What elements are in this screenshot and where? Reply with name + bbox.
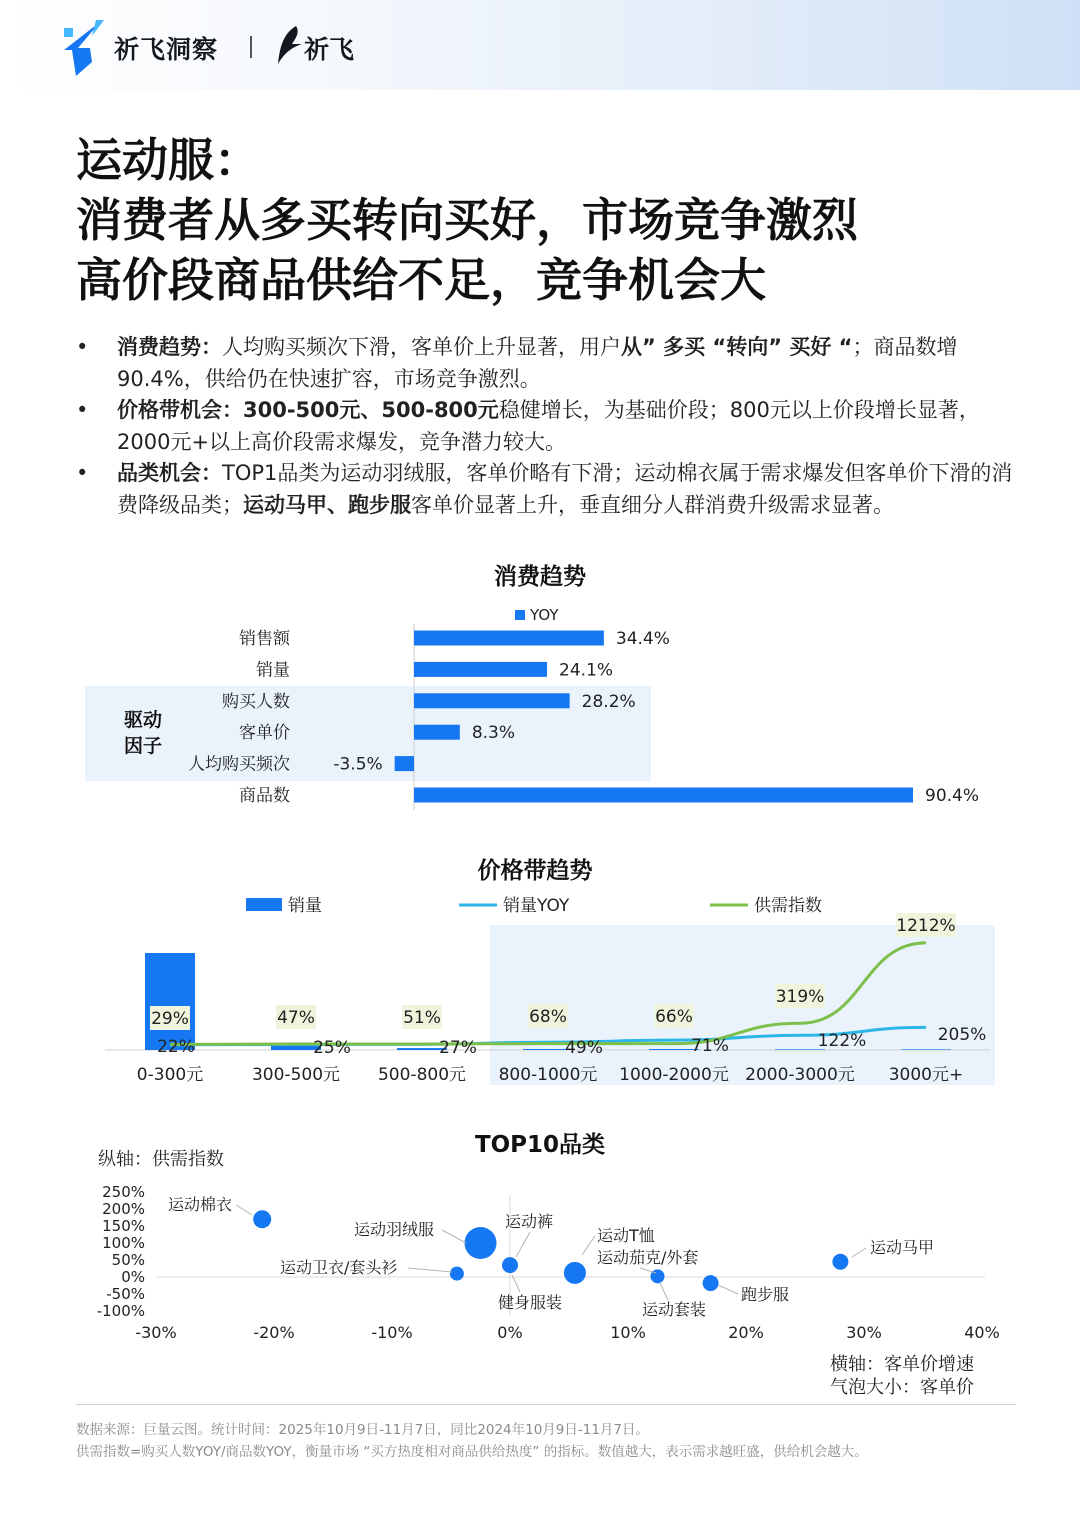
legend-sales-swatch — [246, 898, 282, 911]
title-line-1: 运动服： — [76, 133, 260, 187]
bullet-consumption-trend — [76, 332, 1016, 395]
consumption-trend-chart — [0, 600, 1080, 830]
bar — [395, 756, 414, 771]
bubble — [703, 1275, 719, 1291]
top10-category-chart — [0, 1135, 1080, 1400]
title-line-3: 高价段商品供给不足，竞争机会大 — [76, 253, 766, 307]
bullet-text: 价格带机会： — [117, 398, 243, 422]
bullet-text: 运动马甲、跑步服 — [243, 492, 411, 517]
y-tick-label: -100% — [96, 1302, 145, 1320]
leader-line — [442, 1230, 466, 1243]
data-label: 90.4% — [925, 786, 980, 806]
bubble — [832, 1254, 848, 1270]
bubble — [502, 1257, 518, 1273]
bubble-label: 运动棉衣 — [168, 1195, 233, 1214]
data-label: 24.1% — [559, 660, 614, 681]
x-tick-label: 10% — [610, 1323, 646, 1342]
top10-chart-title: TOP10品类 — [474, 1132, 606, 1158]
x-axis-title: 横轴：客单价增速 — [830, 1354, 974, 1375]
category-label: 销量 — [256, 660, 290, 681]
bullet-text: 消费趋势： — [117, 335, 222, 359]
bubble-label: 运动马甲 — [870, 1238, 935, 1257]
index-data-label: 319% — [775, 987, 825, 1007]
bullet-text: 稳健增长，为基础价段；800元以上价段增长显著，2000元+以上高价段需求爆发，竞争潜力较大。 — [117, 398, 980, 454]
brand-divider — [250, 36, 252, 58]
y-tick-label: 50% — [111, 1251, 145, 1269]
bullet-price-band — [76, 395, 1016, 458]
bar — [414, 662, 547, 677]
x-tick-label: 30% — [846, 1323, 882, 1342]
category-label: 1000-2000元 — [619, 1065, 729, 1085]
leader-line — [852, 1248, 866, 1257]
x-tick-label: -20% — [253, 1323, 295, 1342]
leader-line — [660, 1283, 668, 1300]
x-tick-label: -10% — [371, 1323, 413, 1342]
data-label: -3.5% — [333, 754, 383, 775]
price-band-trend-chart — [0, 888, 1080, 1093]
data-label: 28.2% — [581, 691, 636, 712]
bubble-label: 运动套装 — [642, 1300, 707, 1319]
yoy-data-label: 205% — [937, 1025, 987, 1045]
bubble — [564, 1262, 586, 1284]
category-label: 2000-3000元 — [745, 1065, 855, 1085]
driver-factor-label: 因子 — [124, 735, 163, 757]
index-data-label: 1212% — [896, 916, 956, 936]
index-data-label: 66% — [655, 1007, 693, 1027]
bubble-label: 运动卫衣/套头衫 — [280, 1258, 398, 1277]
leader-line — [640, 1268, 656, 1273]
y-tick-label: 250% — [102, 1183, 145, 1201]
yoy-data-label: 122% — [817, 1031, 867, 1051]
footnote-definition: 供需指数=购买人数YOY/商品数YOY，衡量市场 “买方热度相对商品供给热度” 的指标。数值越大，表示需求越旺盛，供给机会越大。 — [76, 1444, 868, 1460]
bullet-category — [76, 458, 1016, 521]
bubble-label: 运动裤 — [505, 1212, 554, 1231]
brand-sub-name: 祈飞 — [304, 35, 355, 64]
data-label: 34.4% — [615, 629, 670, 649]
x-tick-label: 0% — [497, 1323, 523, 1342]
yoy-data-label: 25% — [313, 1038, 351, 1058]
driver-factor-label: 驱动 — [124, 709, 163, 731]
data-label: 8.3% — [471, 723, 516, 744]
x-tick-label: 20% — [728, 1323, 764, 1342]
leader-line — [718, 1285, 738, 1294]
bar — [414, 693, 570, 708]
y-tick-label: 200% — [102, 1200, 145, 1218]
index-data-label: 51% — [403, 1008, 441, 1028]
bubble — [253, 1210, 271, 1228]
y-tick-label: 150% — [102, 1217, 145, 1235]
consumption-chart-title: 消费趋势 — [494, 564, 586, 590]
leader-line — [408, 1268, 452, 1272]
bar — [414, 725, 460, 740]
category-label: 0-300元 — [136, 1065, 204, 1085]
x-tick-label: -30% — [135, 1323, 177, 1342]
bubble-label: 健身服装 — [498, 1293, 563, 1312]
index-data-label: 29% — [151, 1009, 189, 1029]
yoy-data-label: 22% — [157, 1037, 195, 1057]
y-tick-label: 0% — [121, 1268, 145, 1286]
bullet-text: 客单价显著上升，垂直细分人群消费升级需求显著。 — [411, 492, 894, 517]
bubble-size-legend: 气泡大小：客单价 — [830, 1377, 974, 1398]
leader-line — [582, 1236, 595, 1255]
y-tick-label: -50% — [106, 1285, 145, 1303]
legend-index-label: 供需指数 — [754, 896, 822, 916]
sales-bar — [901, 1049, 951, 1050]
page-header — [0, 0, 1080, 90]
brand-logo-icon — [62, 18, 106, 76]
yoy-data-label: 49% — [565, 1038, 603, 1058]
bullet-text: 人均购买频次下滑，客单价上升显著，用户 — [222, 335, 621, 359]
bubble-label: 跑步服 — [741, 1285, 790, 1304]
footnote-source: 数据来源：巨量云图。统计时间：2025年10月9日-11月7日，同比2024年10月9日-11月7日。 — [76, 1422, 650, 1438]
page-title — [76, 130, 858, 310]
bullet-text: TOP1品类为运动羽绒服，客单价略有下滑；运动棉衣属于需求爆发但客单价下滑的消费降级品类； — [117, 461, 1013, 517]
legend-yoy-label: 销量YOY — [503, 896, 570, 916]
category-label: 人均购买频次 — [188, 754, 290, 775]
yoy-data-label: 27% — [439, 1038, 477, 1058]
bar — [414, 788, 913, 803]
bubble-label: 运动茄克/外套 — [597, 1248, 699, 1267]
x-tick-label: 40% — [964, 1323, 1000, 1342]
bullet-text: 品类机会： — [117, 461, 222, 485]
bubble — [450, 1267, 464, 1281]
bullet-dot: • — [76, 398, 89, 422]
bubble-label: 运动T恤 — [597, 1226, 655, 1245]
bullet-dot: • — [76, 335, 89, 359]
leader-line — [516, 1232, 530, 1257]
index-data-label: 47% — [277, 1008, 315, 1028]
bullet-text: 300-500元、500-800元 — [243, 398, 499, 422]
sales-bar — [145, 953, 195, 1050]
category-label: 500-800元 — [377, 1065, 467, 1085]
legend-yoy-label: YOY — [530, 606, 559, 624]
category-label: 销售额 — [239, 629, 290, 649]
category-label: 购买人数 — [222, 691, 290, 712]
category-label: 3000元+ — [888, 1065, 964, 1085]
bar — [414, 631, 604, 646]
bullet-dot: • — [76, 461, 89, 485]
bullet-text: ；商品数增90.4%，供给仍在快速扩容，市场竞争激烈。 — [117, 335, 958, 391]
title-line-2: 消费者从多买转向买好，市场竞争激烈 — [76, 193, 858, 247]
leader-line — [236, 1205, 252, 1215]
key-points-list — [76, 332, 1016, 521]
brand-name: 祈飞洞察 — [114, 35, 219, 64]
brand-sub-logo-icon — [272, 24, 306, 66]
price-band-chart-title: 价格带趋势 — [477, 858, 593, 884]
category-label: 300-500元 — [251, 1065, 341, 1085]
leader-line — [512, 1275, 520, 1292]
category-label: 800-1000元 — [498, 1065, 598, 1085]
bubble — [465, 1227, 497, 1259]
category-label: 商品数 — [239, 786, 290, 806]
y-tick-label: 100% — [102, 1234, 145, 1252]
y-axis-title: 纵轴：供需指数 — [98, 1149, 224, 1170]
yoy-data-label: 71% — [691, 1036, 729, 1056]
category-label: 客单价 — [239, 723, 290, 744]
bullet-text: 从” 多买 “转向” 买好 “ — [621, 335, 853, 359]
bubble-label: 运动羽绒服 — [354, 1220, 435, 1239]
legend-yoy-swatch — [515, 610, 525, 620]
footer-divider — [76, 1404, 1016, 1405]
index-data-label: 68% — [529, 1007, 567, 1027]
legend-sales-label: 销量 — [288, 896, 322, 916]
